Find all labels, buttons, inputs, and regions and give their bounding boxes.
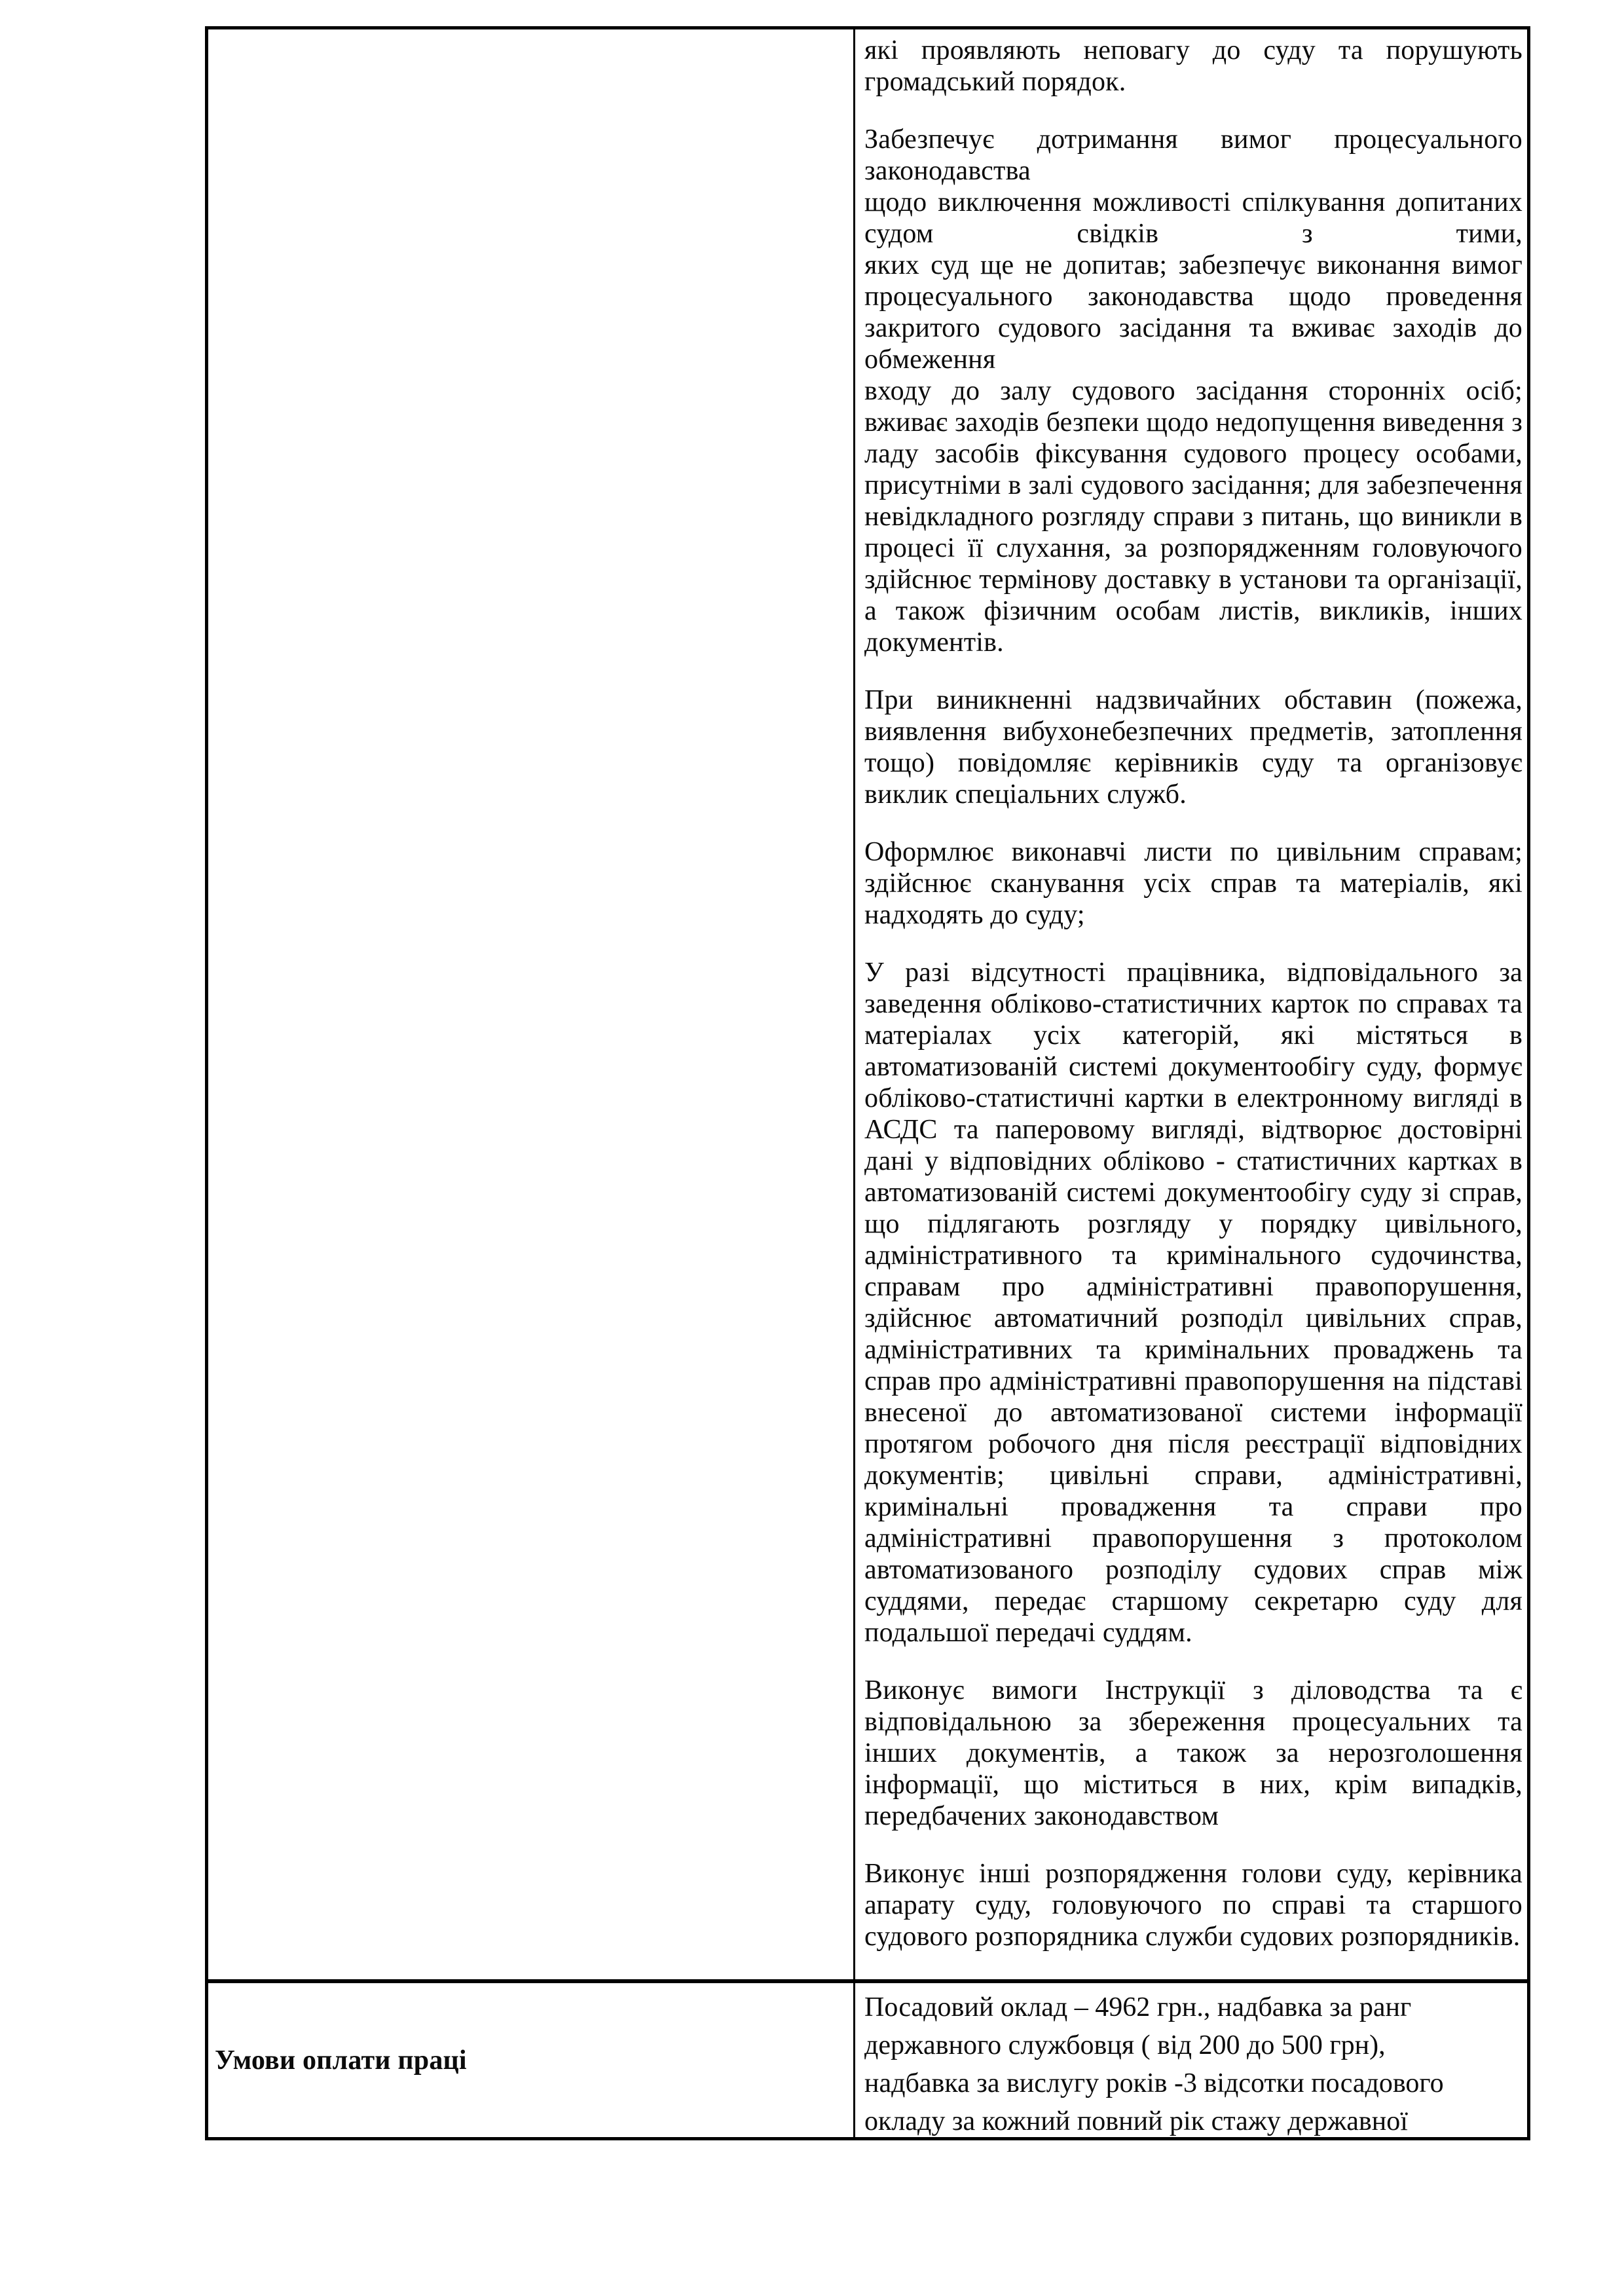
paragraph-segment: яких суд ще не допитав; забезпечує виконання вимог процесуального законодавства щодо проведення закритого судового засідання та вживає заходів до обмеження — [864, 250, 1522, 375]
paragraph-segment: У разі відсутності працівника, відповідального за заведення обліково-статистичних карток по справах та матеріалах усіх категорій, які містяться в автоматизованій системі документообігу суду, формує обліково-статистичні картки в електронному вигляді в АСДС та паперовому вигляді, відтворює достовірні дані у відповідних обліково - статистичних картках в автоматизованій системі документообігу суду зі справ, що підлягають розгляду у порядку цивільного, адміністративного та кримінального судочинства, справам про адміністративні правопорушення, здійснює автоматичний розподіл цивільних справ, адміністративних та кримінальних проваджень та справ про адміністративні правопорушення на підставі внесеної до автоматизованої системи інформації протягом робочого дня після реєстрації відповідних документів; цивільні справи, адміністративні, кримінальні провадження та справи про адміністративні правопорушення з протоколом автоматизованого розподілу судових справ між суддями, передає старшому секретарю суду для подальшої передачі суддям. — [864, 958, 1522, 1648]
salary-label-cell — [208, 1979, 853, 2137]
salary-line: надбавка за вислугу років -3 відсотки посадового — [864, 2068, 1444, 2098]
salary-label: Умови оплати праці — [215, 2045, 467, 2076]
paragraph — [864, 957, 1522, 1648]
paragraph-segment: Забезпечує дотримання вимог процесуального законодавства — [864, 124, 1522, 186]
paragraph-segment: Виконує вимоги Інструкції з діловодства та є відповідальною за збереження процесуальних та інших документів, а також за нерозголошення інформації, що міститься в них, крім випадків, передбачених законодавством — [864, 1675, 1522, 1831]
salary-line: Посадовий оклад – 4962 грн., надбавка за ранг — [864, 1992, 1412, 2022]
paragraph-segment: які проявляють неповагу до суду та порушують громадський порядок. — [864, 35, 1522, 97]
duties-text-cell — [853, 29, 1530, 1979]
paragraph-segment: входу до залу судового засідання сторонніх осіб; вживає заходів безпеки щодо недопущення виведення з ладу засобів фіксування судового процесу особами, присутніми в залі судового засідання; для забезпечення невідкладного розгляду справи з питань, що виникли в процесі її слухання, за розпорядженням головуючого здійснює термінову доставку в установи та організації, а також фізичним особам листів, викликів, інших документів. — [864, 376, 1522, 658]
paragraph-segment: Оформлює виконавчі листи по цивільним справам; здійснює сканування усіх справ та матеріалів, які надходять до суду; — [864, 837, 1522, 930]
salary-line: державного службовця ( від 200 до 500 грн), — [864, 2030, 1386, 2060]
paragraph — [864, 836, 1522, 931]
salary-text-cell — [853, 1979, 1530, 2137]
salary-line: окладу за кожний повний рік стажу державної — [864, 2106, 1408, 2136]
paragraph — [864, 35, 1522, 98]
paragraph — [864, 124, 1522, 658]
duties-label-cell — [208, 29, 853, 1979]
paragraph-segment: При виникненні надзвичайних обставин (пожежа, виявлення вибухонебезпечних предметів, затоплення тощо) повідомляє керівників суду та організовує виклик спеціальних служб. — [864, 685, 1522, 810]
paragraph-segment: Виконує інші розпорядження голови суду, керівника апарату суду, головуючого по справі та старшого судового розпорядника служби судових розпорядників. — [864, 1859, 1522, 1952]
paragraph — [864, 1858, 1522, 1952]
paragraph — [864, 1675, 1522, 1832]
salary-lines — [864, 1988, 1522, 2137]
paragraph — [864, 684, 1522, 810]
duties-paragraphs — [864, 35, 1522, 1952]
paragraph-segment: щодо виключення можливості спілкування допитаних судом свідків з тими, — [864, 187, 1522, 249]
job-description-table — [205, 26, 1530, 2140]
